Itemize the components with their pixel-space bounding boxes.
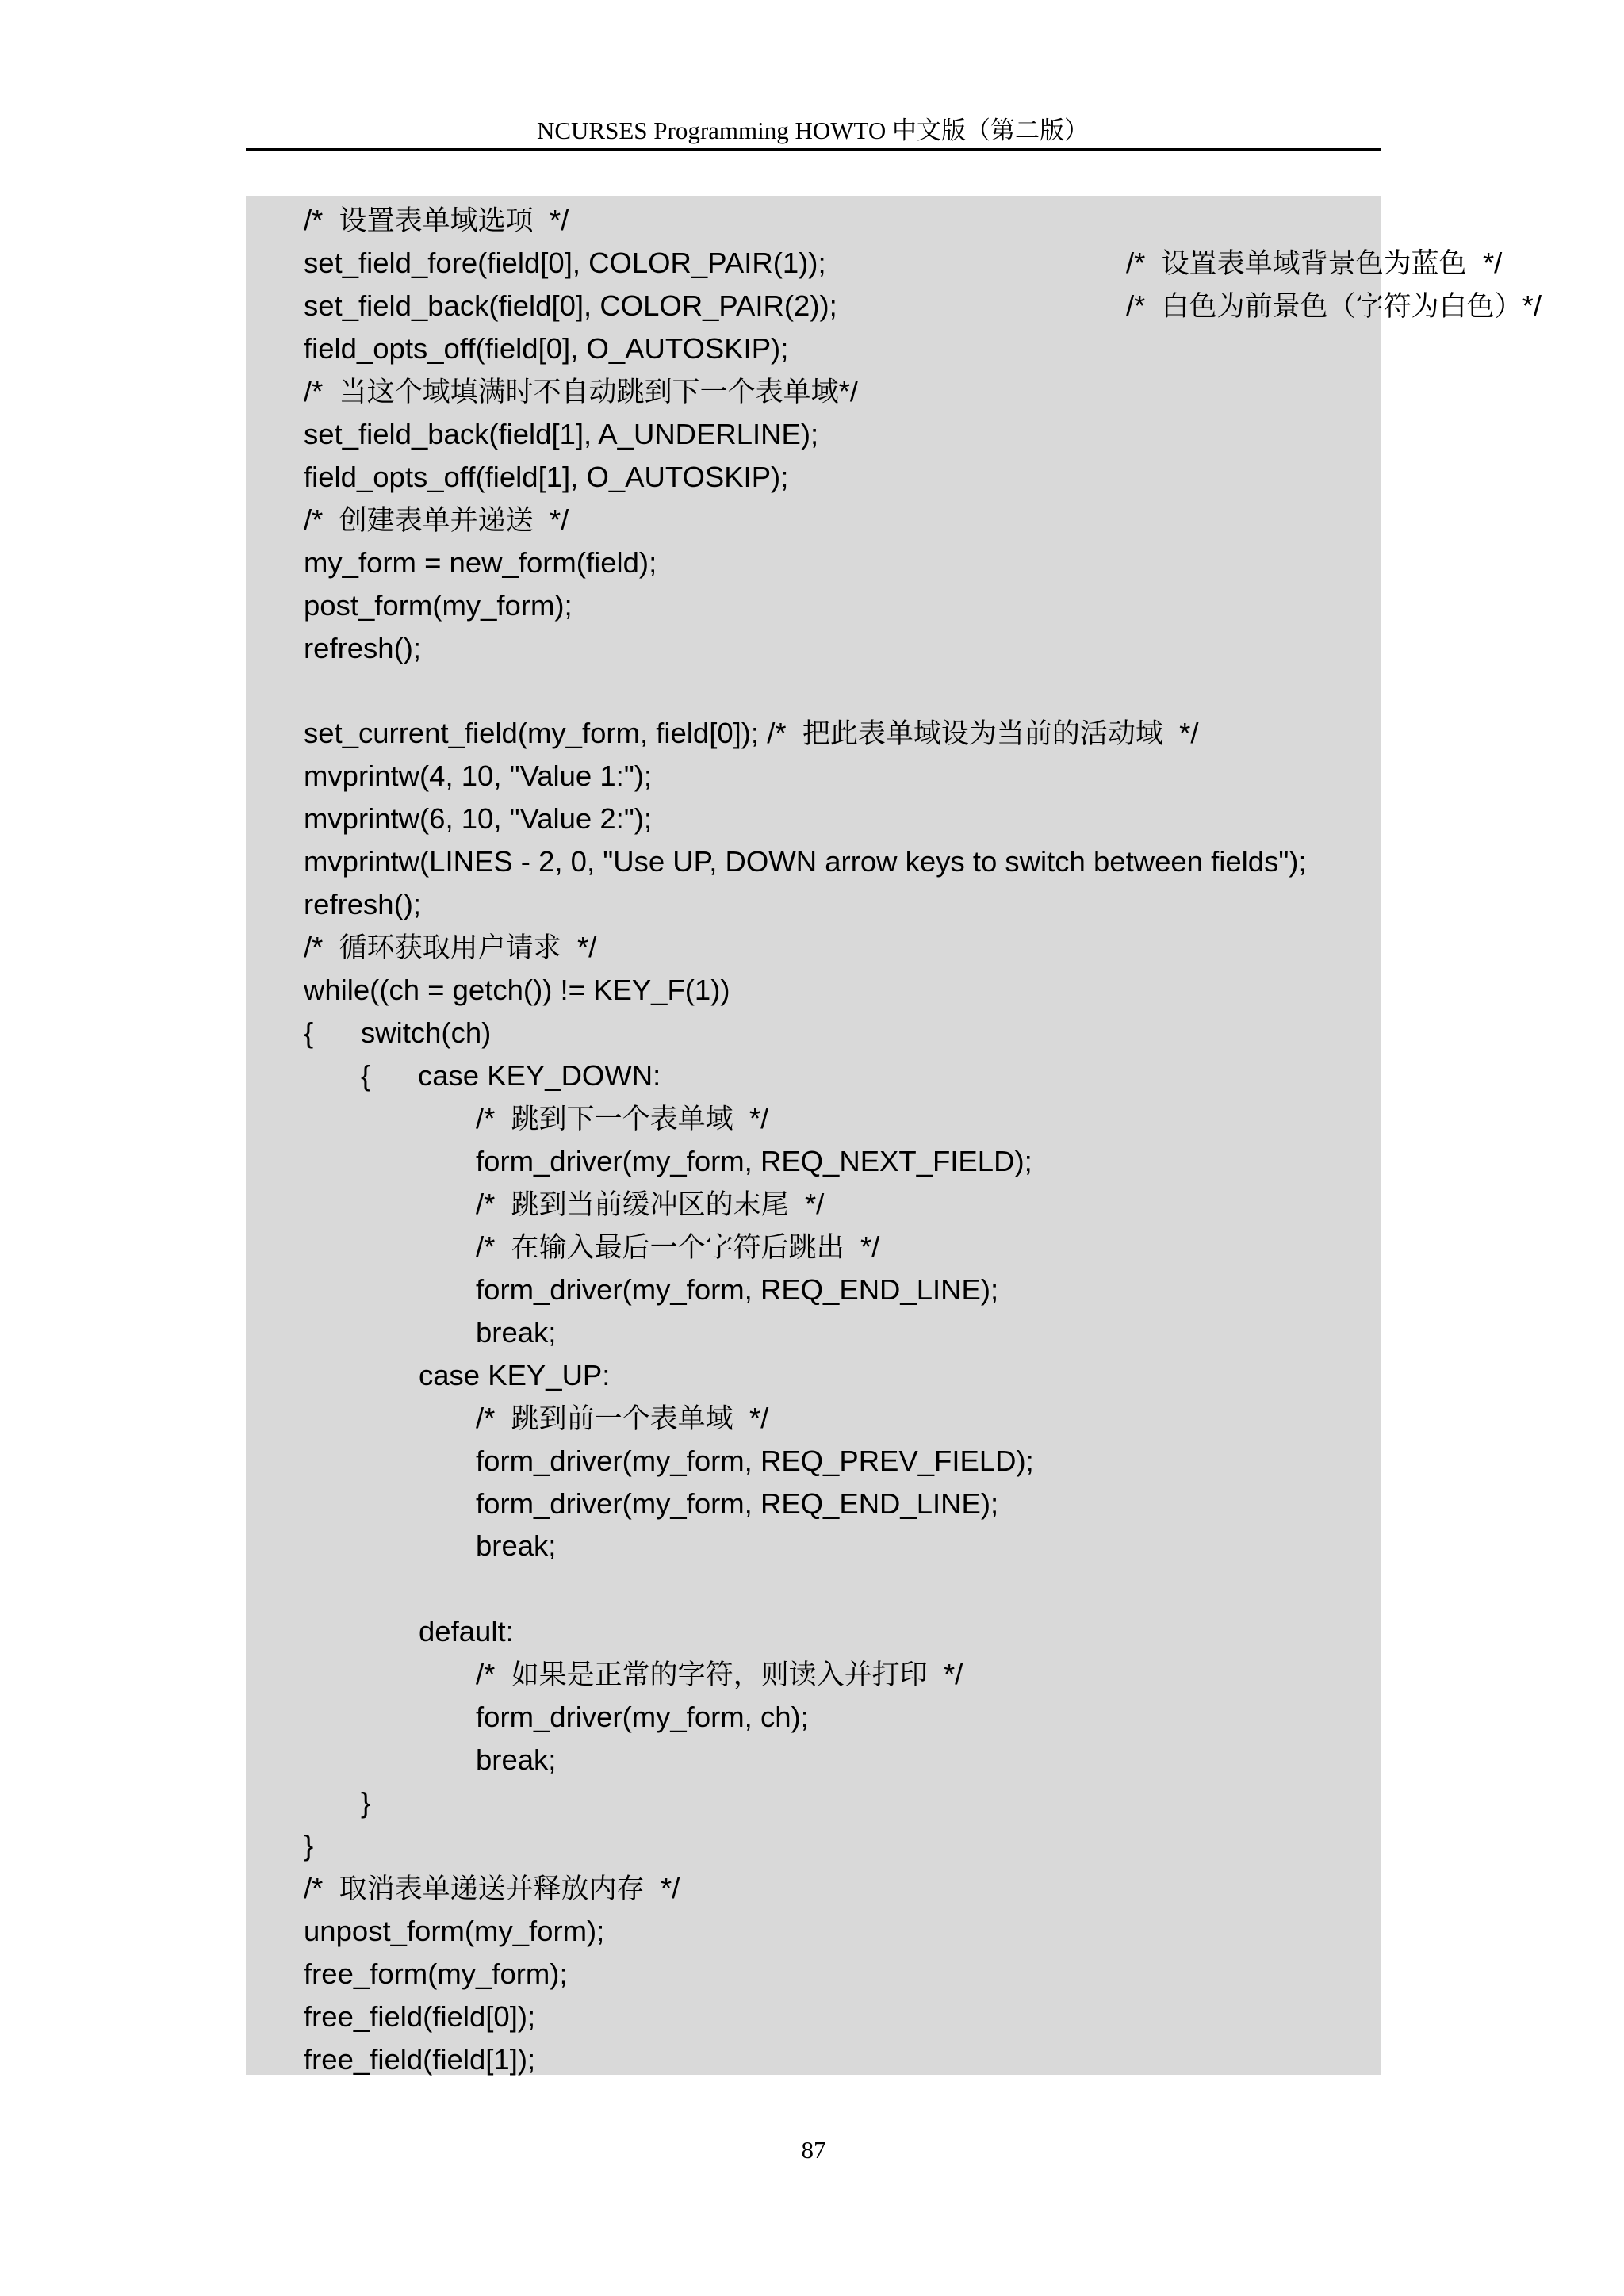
code-text: /* 如果是正常的字符，则读入并打印 */ [476,1658,963,1691]
code-line [304,242,826,285]
code-text: form_driver(my_form, REQ_END_LINE); [476,1273,999,1306]
page-number: 87 [801,2136,826,2164]
code-text: /* 设置表单域选项 */ [304,204,569,237]
code-line [476,1269,998,1311]
code-text: free_form(my_form); [304,1957,568,1990]
code-line [304,926,596,969]
code-line [304,1824,313,1867]
code-text: case KEY_UP: [419,1359,611,1391]
code-text-after-brace: case KEY_DOWN: [418,1059,661,1092]
code-text: break; [476,1743,557,1776]
code-text: refresh(); [304,888,422,920]
code-text: /* 跳到当前缓冲区的末尾 */ [476,1188,825,1221]
code-line [419,1610,514,1653]
code-text: free_field(field[0]); [304,2000,536,2033]
code-line [304,627,421,670]
code-line [304,1012,313,1054]
code-line [476,1183,824,1226]
code-line [304,798,652,840]
code-text: my_form = new_form(field); [304,546,657,579]
code-line [476,1525,556,1567]
code-text: /* 在输入最后一个字符后跳出 */ [476,1230,880,1264]
code-listing [246,196,1542,2076]
code-text: /* 跳到前一个表单域 */ [476,1402,769,1435]
code-line [304,541,657,584]
code-line [304,755,652,798]
code-text: /* 当这个域填满时不自动跳到下一个表单域*/ [304,375,859,408]
code-text: } [361,1786,371,1819]
code-line [304,584,573,627]
code-text: default: [419,1615,514,1647]
code-text: form_driver(my_form, ch); [476,1701,809,1733]
code-line [476,1653,963,1696]
code-text: field_opts_off(field[1], O_AUTOSKIP); [304,461,789,493]
code-text: while((ch = getch()) != KEY_F(1)) [304,974,730,1006]
code-line [304,883,421,926]
code-line [304,499,569,541]
code-text: set_field_back(field[0], COLOR_PAIR(2)); [304,289,837,322]
code-text: set_field_back(field[1], A_UNDERLINE); [304,418,819,450]
code-text: set_current_field(my_form, field[0]); /* 把此表单域设为当前的活动域 */ [304,717,1199,750]
code-trailing-comment: /* 白色为前景色（字符为白色）*/ [1126,289,1542,323]
code-line [304,456,788,499]
code-text: form_driver(my_form, REQ_NEXT_FIELD); [476,1145,1032,1177]
code-line [361,1781,370,1824]
code-line [304,199,569,242]
code-line [304,1953,568,1996]
code-line [476,1483,998,1525]
code-text: field_opts_off(field[0], O_AUTOSKIP); [304,332,789,365]
code-line [476,1311,556,1354]
code-text: { [304,1016,314,1049]
code-line [304,2038,535,2081]
code-line [304,370,858,413]
code-text: set_field_fore(field[0], COLOR_PAIR(1)); [304,247,826,279]
code-line [476,1097,768,1140]
code-text: post_form(my_form); [304,589,573,622]
code-line [304,840,1307,883]
code-line [304,1996,535,2038]
code-text-after-brace: switch(ch) [361,1016,492,1049]
code-line [304,1867,680,1910]
code-text: break; [476,1529,557,1562]
code-line [304,327,788,370]
code-text: break; [476,1316,557,1349]
code-text: mvprintw(LINES - 2, 0, "Use UP, DOWN arrow keys to switch between fields"); [304,845,1307,878]
code-line [476,1140,1032,1183]
code-text: unpost_form(my_form); [304,1915,605,1947]
header-divider [246,148,1381,151]
code-text: form_driver(my_form, REQ_END_LINE); [476,1487,999,1520]
code-line [419,1354,610,1397]
running-header: NCURSES Programming HOWTO 中文版（第二版） [536,117,1090,144]
code-text: /* 创建表单并递送 */ [304,503,569,537]
code-text: free_field(field[1]); [304,2043,536,2076]
code-line [304,285,837,327]
code-line [304,1910,604,1953]
code-line [304,712,1199,755]
code-trailing-comment: /* 设置表单域背景色为蓝色 */ [1126,247,1503,280]
code-line [476,1696,809,1739]
code-text: form_driver(my_form, REQ_PREV_FIELD); [476,1445,1034,1477]
code-text: refresh(); [304,632,422,664]
code-text: } [304,1829,314,1862]
code-text: mvprintw(6, 10, "Value 2:"); [304,802,653,835]
code-text: mvprintw(4, 10, "Value 1:"); [304,760,653,792]
code-line [476,1226,879,1269]
code-line [304,413,818,456]
code-text: /* 循环获取用户请求 */ [304,931,597,964]
code-line [476,1397,768,1440]
code-text: /* 取消表单递送并释放内存 */ [304,1872,680,1905]
code-text: /* 跳到下一个表单域 */ [476,1102,769,1135]
code-line [304,969,730,1012]
code-line [476,1739,556,1781]
code-line [361,1054,370,1097]
code-line [476,1440,1034,1483]
code-text: { [361,1059,371,1092]
